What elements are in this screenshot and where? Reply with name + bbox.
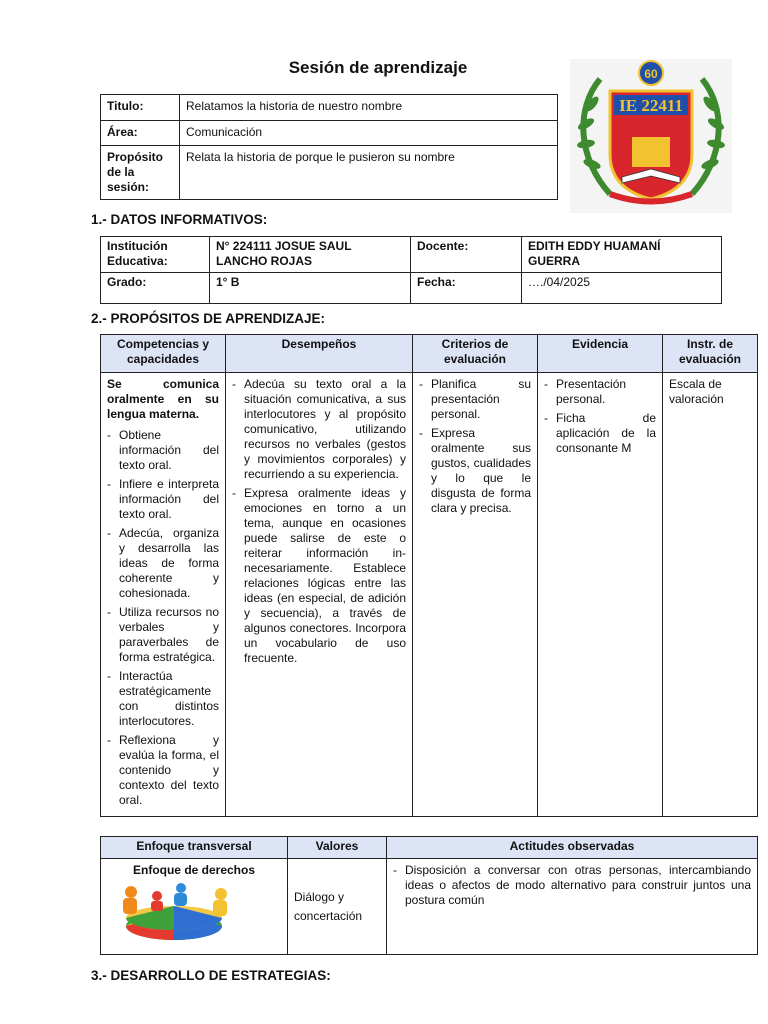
header-desempenos: Desempeños [226, 335, 413, 373]
header-criterios: Criterios de evaluación [413, 335, 538, 373]
actitudes-cell [387, 859, 758, 955]
fecha-label: Fecha: [411, 273, 522, 304]
grado-value: 1° B [210, 273, 411, 304]
desempenos-list [232, 377, 406, 666]
competencia-text: Se comunica oralmente en su lengua materna. [107, 377, 219, 421]
header-instrumento: Instr. de evaluación [663, 335, 758, 373]
school-crest-icon [570, 59, 732, 213]
enfoque-cell [101, 859, 288, 955]
list-item: - Expresa oralmente ideas y emociones en torno a un tema, aunque en ocasiones puede salirse de este o reiterar información in-necesariamente. Establece relaciones lógicas entre las ideas (en especial, de adición y secuencia), a través de algunos conectores. Incorpora un vocabulario de uso frecuente. [232, 486, 406, 666]
list-item: - Obtiene información del texto oral. [107, 428, 219, 473]
datos-informativos-table [100, 236, 722, 304]
section-1-heading: 1.- DATOS INFORMATIVOS: [91, 212, 268, 227]
criterios-list [419, 377, 531, 516]
list-item: - Planifica su presentación personal. [419, 377, 531, 422]
docente-value: EDITH EDDY HUAMANÍ GUERRA [522, 237, 722, 273]
area-label: Área: [101, 121, 180, 146]
header-evidencia: Evidencia [538, 335, 663, 373]
institucion-label: Institución Educativa: [101, 237, 210, 273]
list-item: - Infiere e interpreta información del texto oral. [107, 477, 219, 522]
area-value: Comunicación [180, 121, 558, 146]
enfoque-name: Enfoque de derechos [132, 863, 256, 877]
grado-label: Grado: [101, 273, 210, 304]
header-enfoque: Enfoque transversal [101, 837, 288, 859]
valores-cell: Diálogo y concertación [288, 859, 387, 955]
desempenos-cell [226, 373, 413, 817]
proposito-value: Relata la historia de porque le pusieron su nombre [180, 146, 558, 200]
enfoque-table [100, 836, 758, 955]
list-item: - Reflexiona y evalúa la forma, el contenido y contexto del texto oral. [107, 733, 219, 808]
list-item: - Adecúa, organiza y desarrolla las ideas de forma coherente y cohesionada. [107, 526, 219, 601]
instrumento-cell: Escala de valoración [663, 373, 758, 817]
section-3-heading: 3.- DESARROLLO DE ESTRATEGIAS: [91, 968, 331, 983]
docente-label: Docente: [411, 237, 522, 273]
institucion-value: N° 224111 JOSUE SAUL LANCHO ROJAS [210, 237, 411, 273]
list-item: - Utiliza recursos no verbales y paraverbales de forma estratégica. [107, 605, 219, 665]
list-item: - Presentación personal. [544, 377, 656, 407]
list-item: - Disposición a conversar con otras personas, intercambiando ideas o afectos de modo alternativo para construir juntos una postura común [393, 863, 751, 908]
logo-text: IE 22411 [619, 96, 683, 115]
page-title: Sesión de aprendizaje [288, 58, 468, 77]
list-item: - Adecúa su texto oral a la situación comunicativa, a sus interlocutores y al propósito comunicativo, utilizando recursos no verbales (gestos y movimientos corporales) y recurriendo a su experiencia. [232, 377, 406, 482]
header-actitudes: Actitudes observadas [387, 837, 758, 859]
capacidades-list [107, 428, 219, 808]
titulo-label: Titulo: [101, 95, 180, 121]
evidencias-list [544, 377, 656, 456]
session-header-table [100, 94, 558, 200]
propositos-table [100, 334, 758, 817]
fecha-value: …./04/2025 [522, 273, 722, 304]
header-competencias: Competencias y capacidades [101, 335, 226, 373]
titulo-value: Relatamos la historia de nuestro nombre [180, 95, 558, 121]
list-item: - Interactúa estratégicamente con distintos interlocutores. [107, 669, 219, 729]
proposito-label: Propósito de la sesión: [101, 146, 180, 200]
logo-badge-text: 60 [644, 67, 658, 81]
school-logo [570, 59, 732, 213]
list-item: - Expresa oralmente sus gustos, cualidades y lo que le disgusta de forma clara y precisa. [419, 426, 531, 516]
competencias-cell [101, 373, 226, 817]
list-item: - Ficha de aplicación de la consonante M [544, 411, 656, 456]
section-2-heading: 2.- PROPÓSITOS DE APRENDIZAJE: [91, 311, 326, 326]
criterios-cell [413, 373, 538, 817]
actitudes-list [393, 863, 751, 908]
evidencia-cell [538, 373, 663, 817]
teamwork-puzzle-icon [109, 882, 239, 944]
header-valores: Valores [288, 837, 387, 859]
